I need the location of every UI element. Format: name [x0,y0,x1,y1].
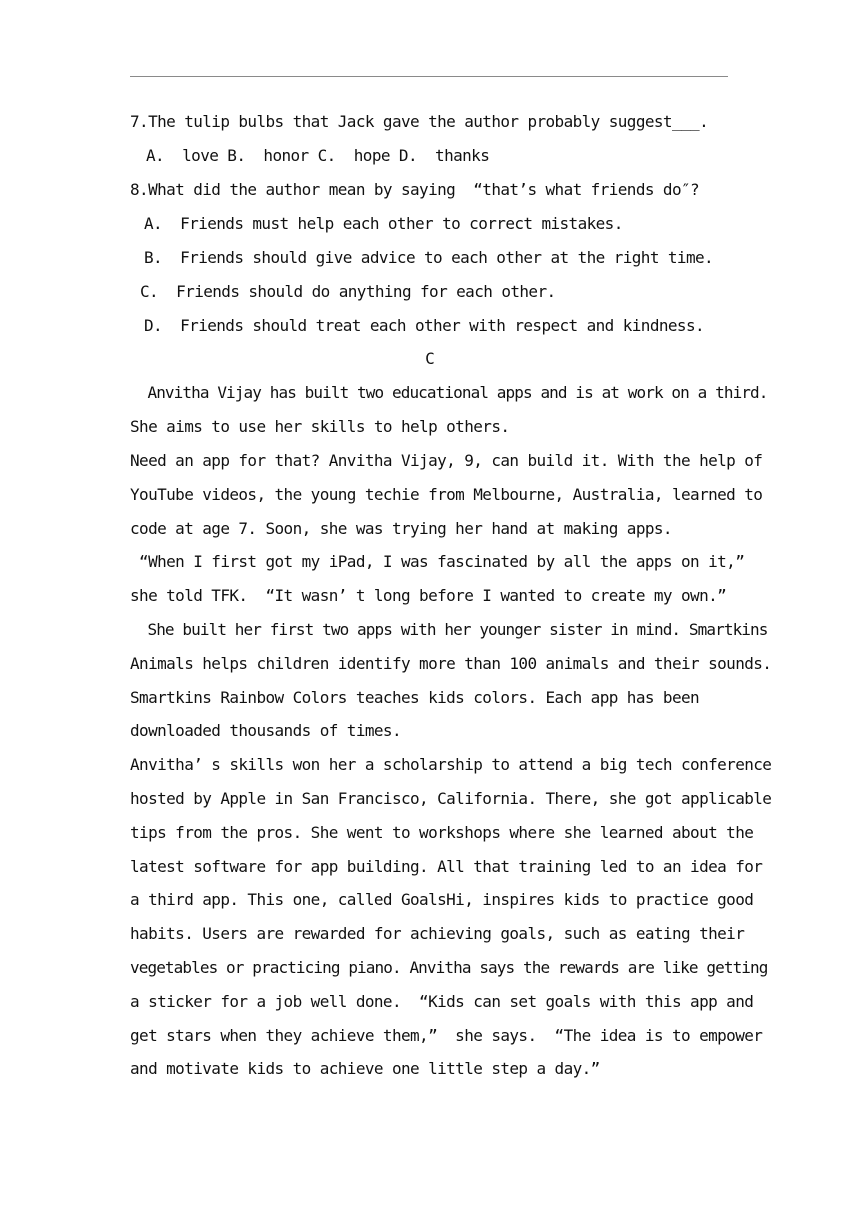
question-8-option-d: D. Friends should treat each other with respect and kindness. [144,316,705,335]
passage-line: code at age 7. Soon, she was trying her hand at making apps. [130,519,672,538]
question-8-option-c: C. Friends should do anything for each other. [140,282,556,301]
passage-line: YouTube videos, the young techie from Melbourne, Australia, learned to [130,485,763,504]
passage-line: a third app. This one, called GoalsHi, inspires kids to practice good [130,890,754,909]
passage-line: Anvitha’ s skills won her a scholarship to attend a big tech conference [130,755,772,774]
question-7-options: A. love B. honor C. hope D. thanks [146,146,490,165]
passage-line: Smartkins Rainbow Colors teaches kids colors. Each app has been [130,688,700,707]
passage-line: a sticker for a job well done. “Kids can set goals with this app and [130,992,754,1011]
passage-line: and motivate kids to achieve one little step a day.” [130,1059,600,1078]
question-8-option-b: B. Friends should give advice to each other at the right time. [144,248,714,267]
passage-line: tips from the pros. She went to workshops where she learned about the [130,823,754,842]
passage-line: hosted by Apple in San Francisco, California. There, she got applicable [130,789,772,808]
passage-line: vegetables or practicing piano. Anvitha says the rewards are like getting [130,958,768,977]
passage-line: latest software for app building. All that training led to an idea for [130,857,763,876]
header-rule [130,76,728,77]
passage-line: downloaded thousands of times. [130,721,401,740]
question-8-stem: 8.What did the author mean by saying “that’s what friends do″? [130,180,700,199]
passage-heading: C [425,349,435,368]
passage-line: She aims to use her skills to help others. [130,417,510,436]
passage-line: Need an app for that? Anvitha Vijay, 9, can build it. With the help of [130,451,763,470]
passage-line: She built her first two apps with her younger sister in mind. Smartkins [130,620,768,639]
passage-line: Animals helps children identify more than 100 animals and their sounds. [130,654,772,673]
passage-line: habits. Users are rewarded for achieving goals, such as eating their [130,924,745,943]
passage-line: “When I first got my iPad, I was fascinated by all the apps on it,” [130,552,745,571]
passage-line: Anvitha Vijay has built two educational apps and is at work on a third. [130,383,768,402]
question-7-stem: 7.The tulip bulbs that Jack gave the author probably suggest___. [130,112,709,131]
passage-line: get stars when they achieve them,” she says. “The idea is to empower [130,1026,763,1045]
passage-line: she told TFK. “It wasn’ t long before I wanted to create my own.” [130,586,727,605]
question-8-option-a: A. Friends must help each other to correct mistakes. [144,214,623,233]
